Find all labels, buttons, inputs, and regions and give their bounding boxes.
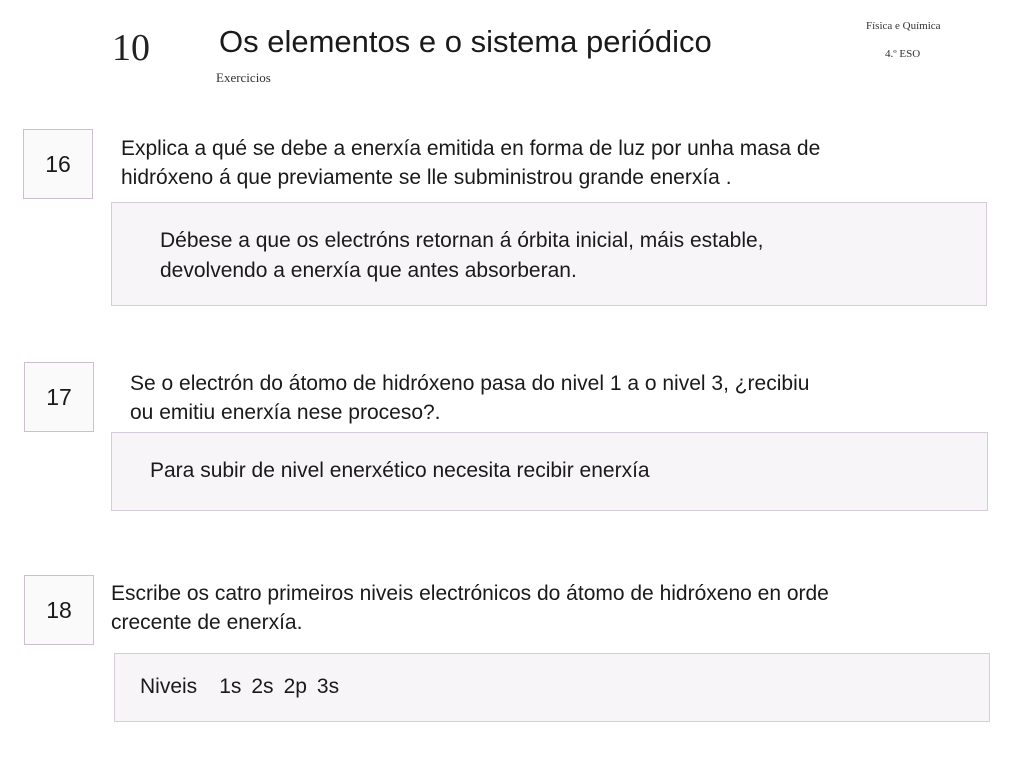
- level-label: 4.º ESO: [885, 48, 921, 60]
- exercise-number-16: 16: [23, 129, 93, 199]
- exercise-number-17: 17: [24, 362, 94, 432]
- exercise-question-18: [111, 579, 829, 637]
- question-line: hidróxeno á que previamente se lle subministrou grande enerxía .: [121, 166, 732, 189]
- exercise-question-17: [130, 369, 809, 427]
- exercise-number-18: 18: [24, 575, 94, 645]
- answer-label: Niveis: [140, 675, 198, 698]
- answer-text-17: [150, 456, 650, 486]
- question-line: ou emitiu enerxía nese proceso?.: [130, 401, 441, 424]
- subject-label: Física e Química: [866, 20, 941, 32]
- exercise-question-16: [121, 134, 820, 192]
- page-title: Os elementos e o sistema periódico: [219, 24, 712, 59]
- level-item: 3s: [316, 675, 340, 698]
- level-item: 2p: [283, 675, 307, 698]
- question-line: crecente de enerxía.: [111, 611, 303, 634]
- question-line: Se o electrón do átomo de hidróxeno pasa do nivel 1 a o nivel 3, ¿recibiu: [130, 372, 810, 395]
- answer-text-18: [140, 672, 339, 702]
- answer-line: Débese a que os electróns retornan á órbita inicial, máis estable,: [160, 229, 764, 252]
- page-subtitle: Exercicios: [216, 70, 271, 85]
- unit-number: 10: [112, 27, 150, 69]
- answer-text-16: [160, 226, 764, 286]
- question-line: Explica a qué se debe a enerxía emitida en forma de luz por unha masa de: [121, 137, 821, 160]
- level-item: 1s: [219, 675, 242, 698]
- answer-line: Para subir de nivel enerxético necesita recibir enerxía: [150, 459, 650, 482]
- level-item: 2s: [251, 675, 274, 698]
- answer-line: devolvendo a enerxía que antes absorberan.: [160, 259, 577, 282]
- question-line: Escribe os catro primeiros niveis electrónicos do átomo de hidróxeno en orde: [111, 582, 829, 605]
